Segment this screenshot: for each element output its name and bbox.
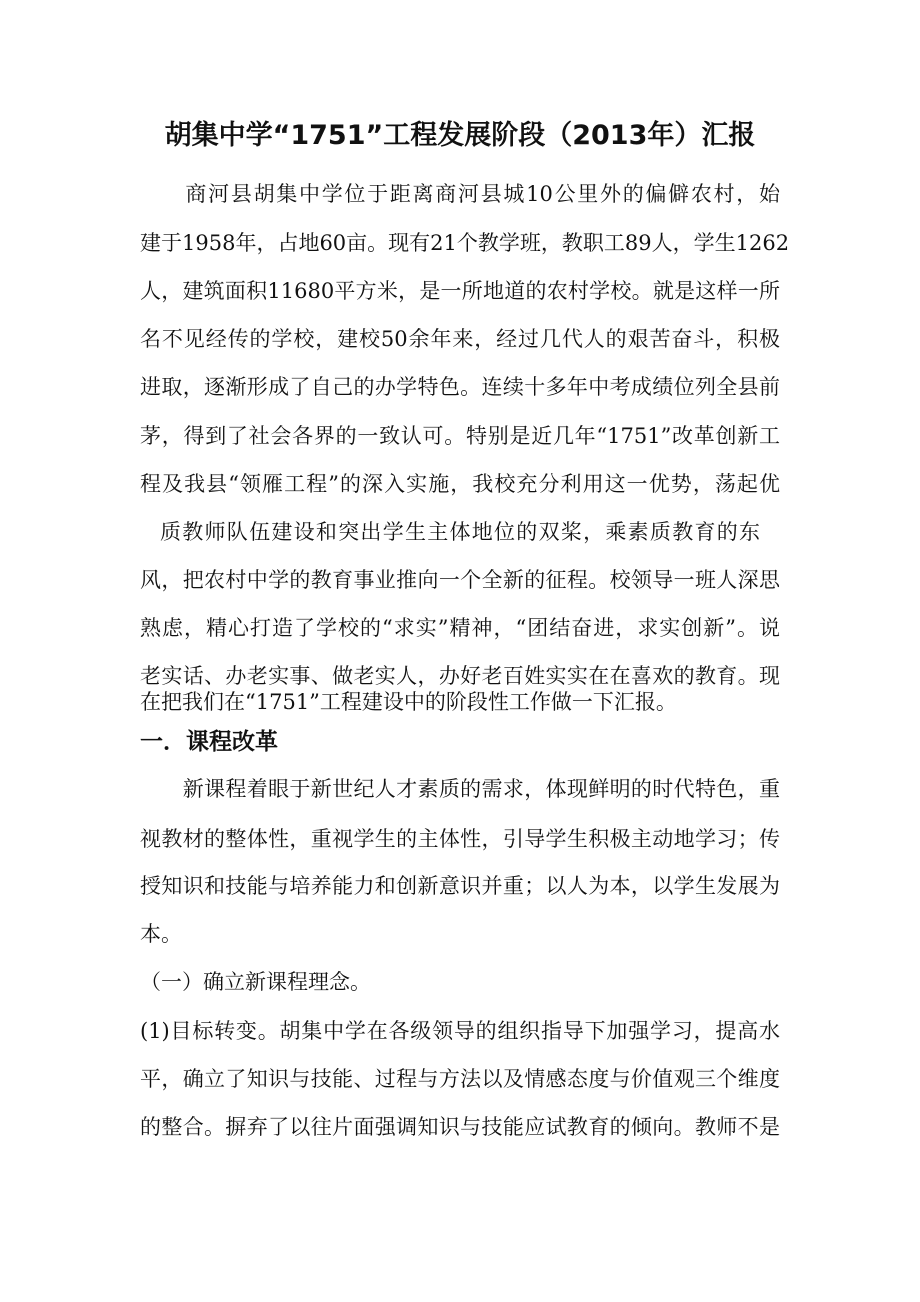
subsection-line: 的整合。摒弃了以往片面强调知识与技能应试教育的倾向。教师不是 xyxy=(140,1115,780,1139)
intro-line: 名不见经传的学校，建校50余年来，经过几代人的艰苦奋斗，积极 xyxy=(140,327,780,351)
intro-line: 老实话、办老实事、做老实人，办好老百姓实实在在喜欢的教育。现 xyxy=(140,664,780,688)
intro-line: 在把我们在“1751”工程建设中的阶段性工作做一下汇报。 xyxy=(140,690,677,714)
subsection-heading: （一）确立新课程理念。 xyxy=(140,970,371,994)
section-line: 授知识和技能与培养能力和创新意识并重；以人为本，以学生发展为 xyxy=(140,874,780,898)
intro-line: 质教师队伍建设和突出学生主体地位的双桨，乘素质教育的东 xyxy=(160,520,760,544)
intro-line: 风，把农村中学的教育事业推向一个全新的征程。校领导一班人深思 xyxy=(140,568,780,592)
intro-line: 茅，得到了社会各界的一致认可。特别是近几年“1751”改革创新工 xyxy=(140,424,780,448)
section-heading: 一．课程改革 xyxy=(140,729,278,755)
section-line: 新课程着眼于新世纪人才素质的需求，体现鲜明的时代特色，重 xyxy=(140,777,780,801)
section-line: 本。 xyxy=(140,922,182,946)
intro-line: 程及我县“领雁工程”的深入实施，我校充分利用这一优势，荡起优 xyxy=(140,472,780,496)
subsection-line: (1)目标转变。胡集中学在各级领导的组织指导下加强学习，提高水 xyxy=(140,1019,780,1043)
intro-line: 进取，逐渐形成了自己的办学特色。连续十多年中考成绩位列全县前 xyxy=(140,375,780,399)
subsection-line: 平，确立了知识与技能、过程与方法以及情感态度与价值观三个维度 xyxy=(140,1067,780,1091)
section-line: 视教材的整体性，重视学生的主体性，引导学生积极主动地学习；传 xyxy=(140,827,780,851)
intro-line: 商河县胡集中学位于距离商河县城10公里外的偏僻农村，始 xyxy=(140,182,780,206)
intro-line: 熟虑，精心打造了学校的“求实”精神，“团结奋进，求实创新”。说 xyxy=(140,616,780,640)
document-title: 胡集中学“1751”工程发展阶段（2013年）汇报 xyxy=(164,120,756,151)
intro-line: 建于1958年，占地60亩。现有21个教学班，教职工89人，学生1262 xyxy=(140,231,790,255)
intro-line: 人，建筑面积11680平方米，是一所地道的农村学校。就是这样一所 xyxy=(140,279,780,303)
